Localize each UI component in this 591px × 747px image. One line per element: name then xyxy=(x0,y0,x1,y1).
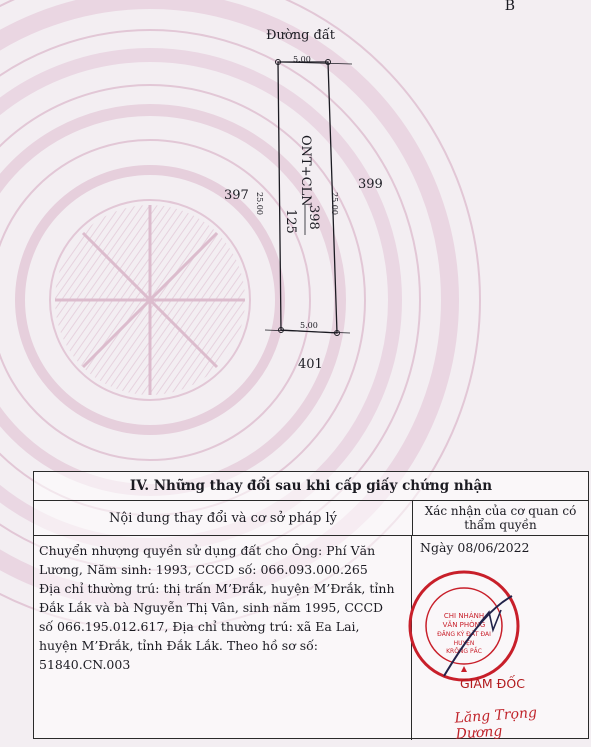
official-seal xyxy=(404,566,524,686)
parcel-area: 125 xyxy=(283,209,298,234)
svg-text:VĂN PHÒNG: VĂN PHÒNG xyxy=(442,621,486,629)
content-line: Lương, Năm sinh: 1993, CCCD số: 066.093.000.265 xyxy=(39,562,368,577)
content-line: Địa chỉ thường trú: thị trấn M’Đrắk, huyện M’Đrắk, tỉnh xyxy=(39,581,395,596)
content-line: Chuyển nhượng quyền sử dụng đất cho Ông: Phí Văn xyxy=(39,543,376,558)
content-line: 51840.CN.003 xyxy=(39,657,131,672)
change-content xyxy=(34,536,412,740)
svg-text:KRÔNG PẮC: KRÔNG PẮC xyxy=(446,648,482,655)
parcel-number: 398 xyxy=(306,205,321,230)
top-edge-length: 5.00 xyxy=(293,55,311,64)
changes-table xyxy=(33,471,589,743)
content-line: huyện M’Đrắk, tỉnh Đắk Lắk. Theo hồ sơ số: xyxy=(39,638,318,653)
svg-text:CHI NHÁNH: CHI NHÁNH xyxy=(443,612,485,620)
confirm-date: Ngày 08/06/2022 xyxy=(420,540,530,555)
svg-text:ĐĂNG KÝ ĐẤT ĐAI: ĐĂNG KÝ ĐẤT ĐAI xyxy=(437,631,491,638)
signer-title: GIÁM ĐỐC xyxy=(460,676,525,691)
road-label: Đường đất xyxy=(266,28,336,43)
confirmation-cell xyxy=(412,536,588,743)
header-confirm: Xác nhận của cơ quan có thẩm quyền xyxy=(424,504,577,532)
signer-name: Lăng Trọng Dương xyxy=(454,704,538,743)
bottom-edge-length: 5.00 xyxy=(300,321,318,330)
neighbor-left: 397 xyxy=(224,188,249,203)
corner-mark: B xyxy=(504,0,515,14)
content-line: số 066.195.012.617, Địa chỉ thường trú: xã Ea Lai, xyxy=(39,619,360,634)
header-content: Nội dung thay đổi và cơ sở pháp lý xyxy=(34,501,413,535)
content-line: Đắk Lắk và bà Nguyễn Thị Vân, sinh năm 1995, CCCD xyxy=(39,600,384,615)
changes-body-row xyxy=(34,536,588,743)
svg-text:HUYỆN: HUYỆN xyxy=(453,640,475,647)
neighbor-bottom: 401 xyxy=(298,357,323,372)
changes-title: IV. Những thay đổi sau khi cấp giấy chứng nhận xyxy=(34,472,588,501)
left-edge-length: 25.00 xyxy=(255,192,264,215)
right-edge-length: 25.00 xyxy=(330,192,339,215)
parcel-use: ONT+CLN xyxy=(298,135,313,207)
changes-header-row xyxy=(34,501,588,536)
neighbor-right: 399 xyxy=(358,177,383,192)
